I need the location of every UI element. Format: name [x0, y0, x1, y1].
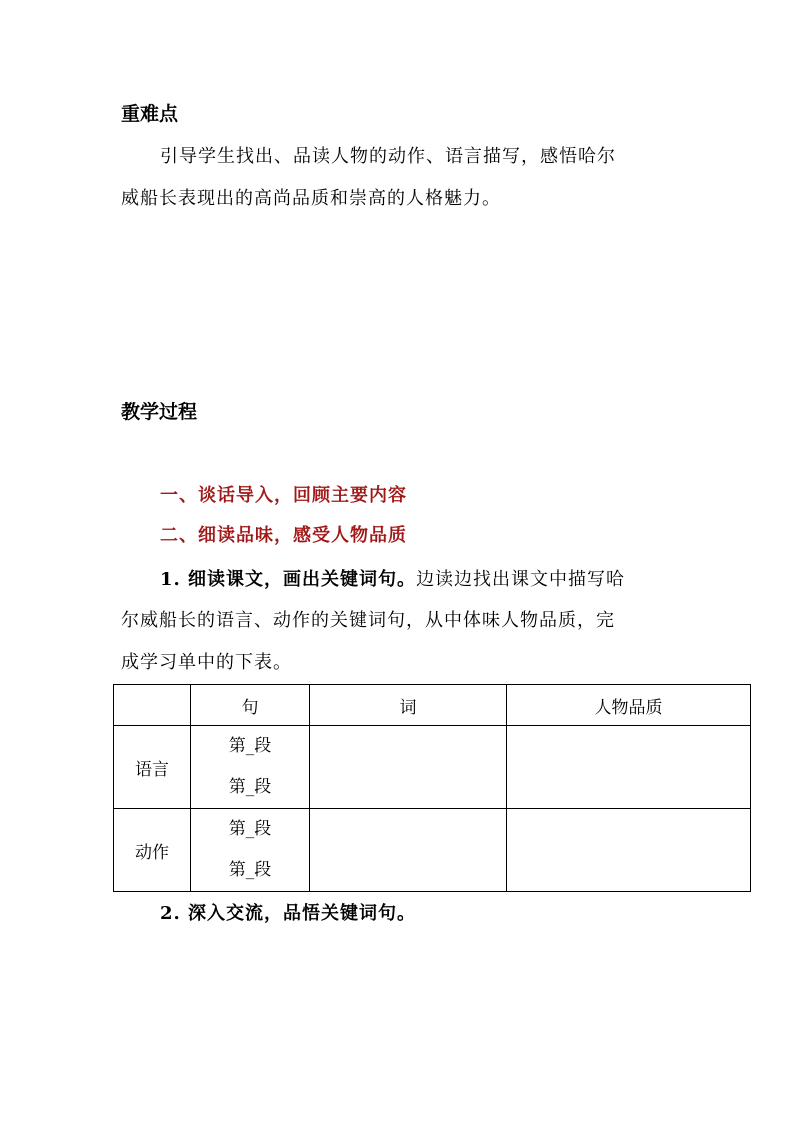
table-row [114, 726, 751, 809]
segment-cell [191, 809, 310, 892]
step-1-line-2: 尔威船长的语言、动作的关键词句，从中体味人物品质，完 [121, 610, 615, 631]
step-1-line-1 [160, 565, 625, 591]
header-cell-empty [114, 685, 191, 726]
step-2-heading: 2. 深入交流，品悟关键词句。 [160, 903, 417, 924]
segment-text: 第_段 [228, 860, 272, 880]
section-1-heading: 一、谈话导入，回顾主要内容 [160, 485, 407, 506]
row-label-action: 动作 [114, 809, 191, 892]
key-points-line-2: 威船长表现出的高尚品质和崇高的人格魅力。 [121, 188, 501, 209]
quality-cell[interactable] [507, 809, 751, 892]
header-cell-sentence: 句 [191, 685, 310, 726]
segment-text: 第_段 [228, 777, 272, 797]
header-cell-quality: 人物品质 [507, 685, 751, 726]
table-row [114, 809, 751, 892]
key-points-heading: 重难点 [121, 103, 179, 125]
step-1-text: 边读边找出课文中描写哈 [416, 569, 626, 590]
segment-cell [191, 726, 310, 809]
header-cell-word: 词 [310, 685, 507, 726]
segment-text: 第_段 [228, 736, 272, 756]
word-cell[interactable] [310, 809, 507, 892]
quality-cell[interactable] [507, 726, 751, 809]
step-1-line-3: 成学习单中的下表。 [121, 652, 292, 673]
row-label-language: 语言 [114, 726, 191, 809]
section-2-heading: 二、细读品味，感受人物品质 [160, 525, 407, 546]
table-header-row [114, 685, 751, 726]
process-heading: 教学过程 [121, 401, 198, 423]
step-1-title: 1. 细读课文，画出关键词句。 [160, 569, 417, 590]
word-cell[interactable] [310, 726, 507, 809]
segment-text: 第_段 [228, 819, 272, 839]
key-points-line-1: 引导学生找出、品读人物的动作、语言描写，感悟哈尔 [160, 146, 616, 167]
worksheet-table [113, 684, 751, 892]
